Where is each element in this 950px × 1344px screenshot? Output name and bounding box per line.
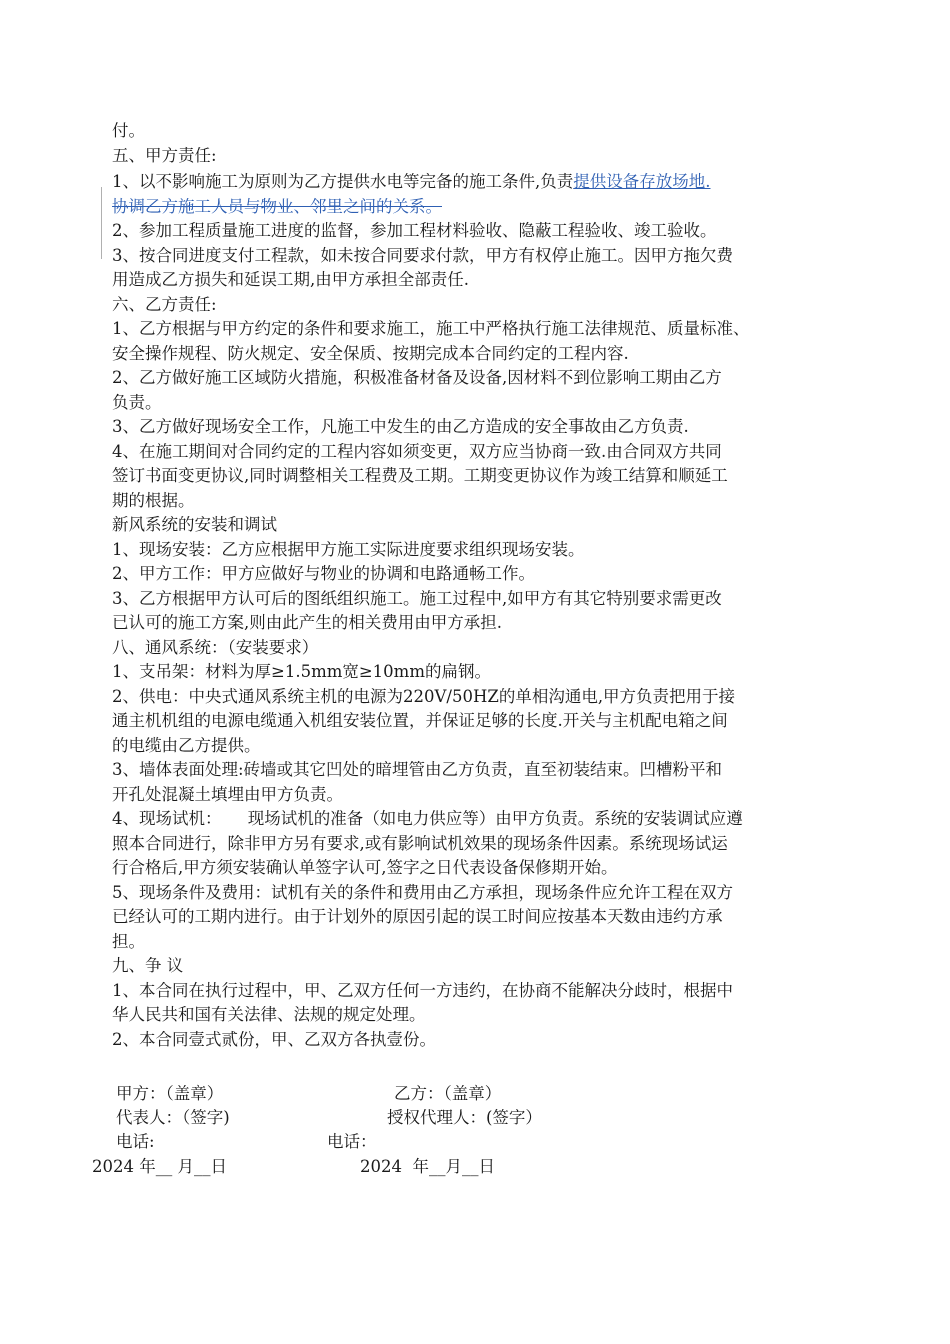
text-line: 已经认可的工期内进行。由于计划外的原因引起的误工时间应按基本天数由违约方承 (112, 907, 723, 926)
text-line: 2、参加工程质量施工进度的监督，参加工程材料验收、隐蔽工程验收、竣工验收。 (112, 221, 717, 240)
party-b-seal: 乙方：（盖章） (394, 1084, 502, 1103)
text-line: 3、乙方做好现场安全工作，凡施工中发生的由乙方造成的安全事故由乙方负责. (112, 417, 689, 436)
text-line: 签订书面变更协议,同时调整相关工程费及工期。工期变更协议作为竣工结算和顺延工 (112, 466, 728, 485)
text-line: 2、本合同壹式贰份，甲、乙双方各执壹份。 (112, 1029, 436, 1049)
text-line: 通主机机组的电源电缆通入机组安装位置，并保证足够的长度.开关与主机配电箱之间 (112, 711, 728, 730)
party-b-agent: 授权代理人：(签字） (387, 1108, 542, 1127)
text-line: 付。 (112, 121, 145, 140)
text-line-with-insert (112, 170, 852, 195)
tracked-deletion-line (112, 195, 852, 220)
document-body (112, 119, 852, 1052)
party-b-date: 2024 年__月__日 (360, 1157, 495, 1176)
text-line: 3、按合同进度支付工程款，如未按合同要求付款，甲方有权停止施工。因甲方拖欠费 (112, 245, 733, 265)
party-a-representative: 代表人：（签字) (116, 1108, 230, 1127)
text-line: 照本合同进行，除非甲方另有要求,或有影响试机效果的现场条件因素。系统现场试运 (112, 833, 728, 853)
tracked-insertion: 提供设备存放场地. (573, 172, 711, 191)
tracked-deletion: 协调乙方施工人员与物业、邻里之间的关系。 (112, 196, 442, 216)
text-segment: 1、以不影响施工为原则为乙方提供水电等完备的施工条件,负责 (112, 172, 574, 191)
text-line: 2、供电：中央式通风系统主机的电源为220V/50HZ的单相沟通电,甲方负责把用于接 (112, 686, 736, 706)
text-line: 2、乙方做好施工区域防火措施，积极准备材备及设备,因材料不到位影响工期由乙方 (112, 368, 722, 387)
text-line: 1、支吊架：材料为厚≥1.5mm宽≥10mm的扁钢。 (112, 662, 491, 681)
text-line: 期的根据。 (112, 490, 195, 510)
section-heading-ventilation: 新风系统的安装和调试 (112, 515, 277, 534)
text-line: 已认可的施工方案,则由此产生的相关费用由甲方承担. (112, 613, 502, 632)
party-a-phone: 电话: (116, 1132, 155, 1151)
text-line: 4、现场试机： 现场试机的准备（如电力供应等）由甲方负责。系统的安装调试应遵 (112, 809, 743, 828)
party-a-seal: 甲方：（盖章） (116, 1084, 224, 1103)
revision-change-bar (101, 187, 102, 259)
text-line: 担。 (112, 931, 145, 951)
section-heading-party-a: 五、甲方责任: (112, 145, 217, 165)
text-line: 1、现场安装：乙方应根据甲方施工实际进度要求组织现场安装。 (112, 539, 585, 559)
text-line: 安全操作规程、防火规定、安全保质、按期完成本合同约定的工程内容. (112, 343, 629, 363)
party-a-date: 2024 年__ 月__日 (92, 1157, 227, 1176)
text-line: 开孔处混凝土填埋由甲方负责。 (112, 784, 343, 804)
party-b-phone: 电话： (327, 1132, 377, 1151)
text-line: 1、乙方根据与甲方约定的条件和要求施工，施工中严格执行施工法律规范、质量标准、 (112, 319, 750, 338)
text-line: 华人民共和国有关法律、法规的规定处理。 (112, 1005, 426, 1024)
text-line: 3、墙体表面处理:砖墙或其它凹处的暗埋管由乙方负责，直至初装结束。凹槽粉平和 (112, 760, 723, 779)
text-line: 4、在施工期间对合同约定的工程内容如须变更，双方应当协商一致.由合同双方共同 (112, 441, 722, 461)
text-line: 的电缆由乙方提供。 (112, 735, 261, 755)
section-heading-dispute: 九、争 议 (112, 956, 184, 975)
text-line: 5、现场条件及费用：试机有关的条件和费用由乙方承担，现场条件应允许工程在双方 (112, 882, 733, 902)
text-line: 负责。 (112, 392, 162, 412)
text-line: 3、乙方根据甲方认可后的图纸组织施工。施工过程中,如甲方有其它特别要求需更改 (112, 588, 722, 608)
section-heading-system: 八、通风系统：（安装要求） (112, 637, 319, 657)
text-line: 2、甲方工作：甲方应做好与物业的协调和电路通畅工作。 (112, 564, 535, 583)
text-line: 1、本合同在执行过程中，甲、乙双方任何一方违约，在协商不能解决分歧时，根据中 (112, 980, 733, 1000)
text-line: 行合格后,甲方须安装确认单签字认可,签字之日代表设备保修期开始。 (112, 858, 618, 877)
section-heading-party-b: 六、乙方责任: (112, 294, 217, 314)
text-line: 用造成乙方损失和延误工期,由甲方承担全部责任. (112, 270, 469, 289)
